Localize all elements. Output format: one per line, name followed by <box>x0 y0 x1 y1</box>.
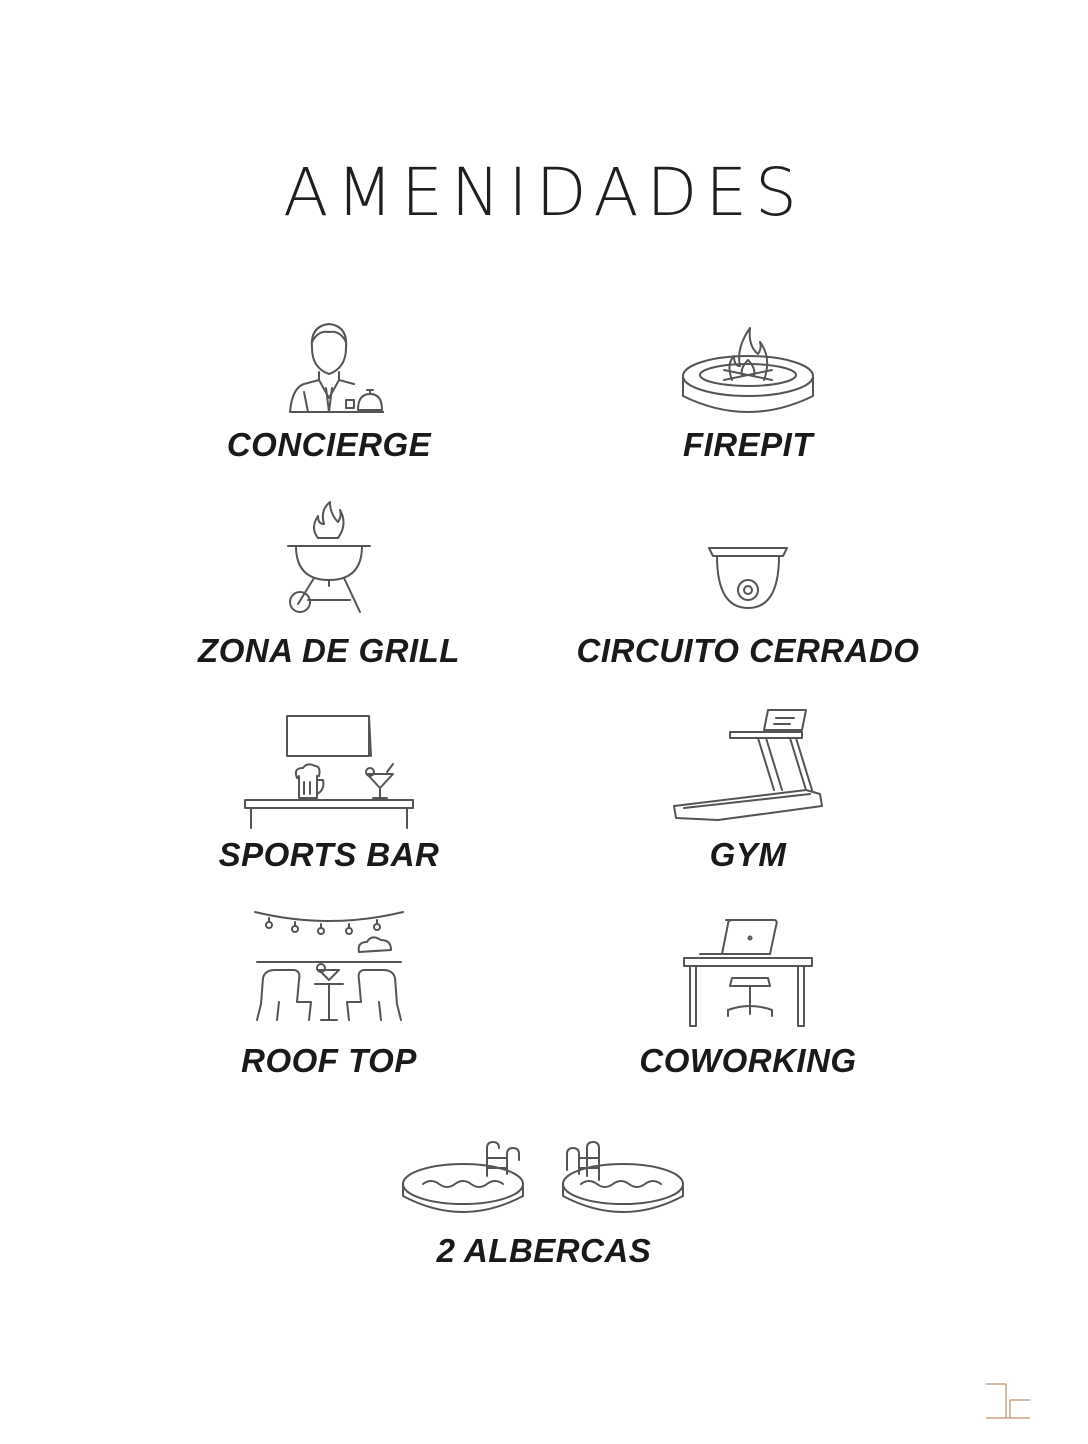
amenity-circuito-cerrado <box>548 500 948 680</box>
sports-bar-icon <box>241 710 417 832</box>
coworking-desk-icon <box>680 916 816 1030</box>
amenity-label: 2 ALBERCAS <box>436 1232 652 1269</box>
amenity-grill <box>129 500 529 680</box>
amenity-label: GYM <box>709 836 787 873</box>
brand-logo-icon <box>984 1380 1032 1422</box>
security-camera-icon <box>703 500 793 616</box>
amenity-gym <box>548 706 948 880</box>
amenity-label: CIRCUITO CERRADO <box>576 632 920 669</box>
grill-icon <box>284 500 374 616</box>
amenity-label: COWORKING <box>639 1042 857 1079</box>
amenity-coworking <box>548 916 948 1084</box>
firepit-icon <box>678 318 818 418</box>
amenity-sports-bar <box>129 710 529 880</box>
pools-icon <box>401 1140 687 1222</box>
amenity-label: CONCIERGE <box>226 426 432 463</box>
amenity-label: ROOF TOP <box>241 1042 417 1079</box>
concierge-icon <box>274 318 384 416</box>
amenity-label: ZONA DE GRILL <box>198 632 460 669</box>
amenity-firepit <box>548 318 948 478</box>
treadmill-icon <box>670 706 826 824</box>
amenity-label: SPORTS BAR <box>218 836 440 873</box>
amenity-concierge <box>129 318 529 478</box>
page-title: AMENIDADES <box>283 154 805 231</box>
amenity-pools <box>344 1140 744 1280</box>
amenity-rooftop <box>129 908 529 1084</box>
rooftop-icon <box>253 908 405 1026</box>
amenity-label: FIREPIT <box>682 426 813 463</box>
